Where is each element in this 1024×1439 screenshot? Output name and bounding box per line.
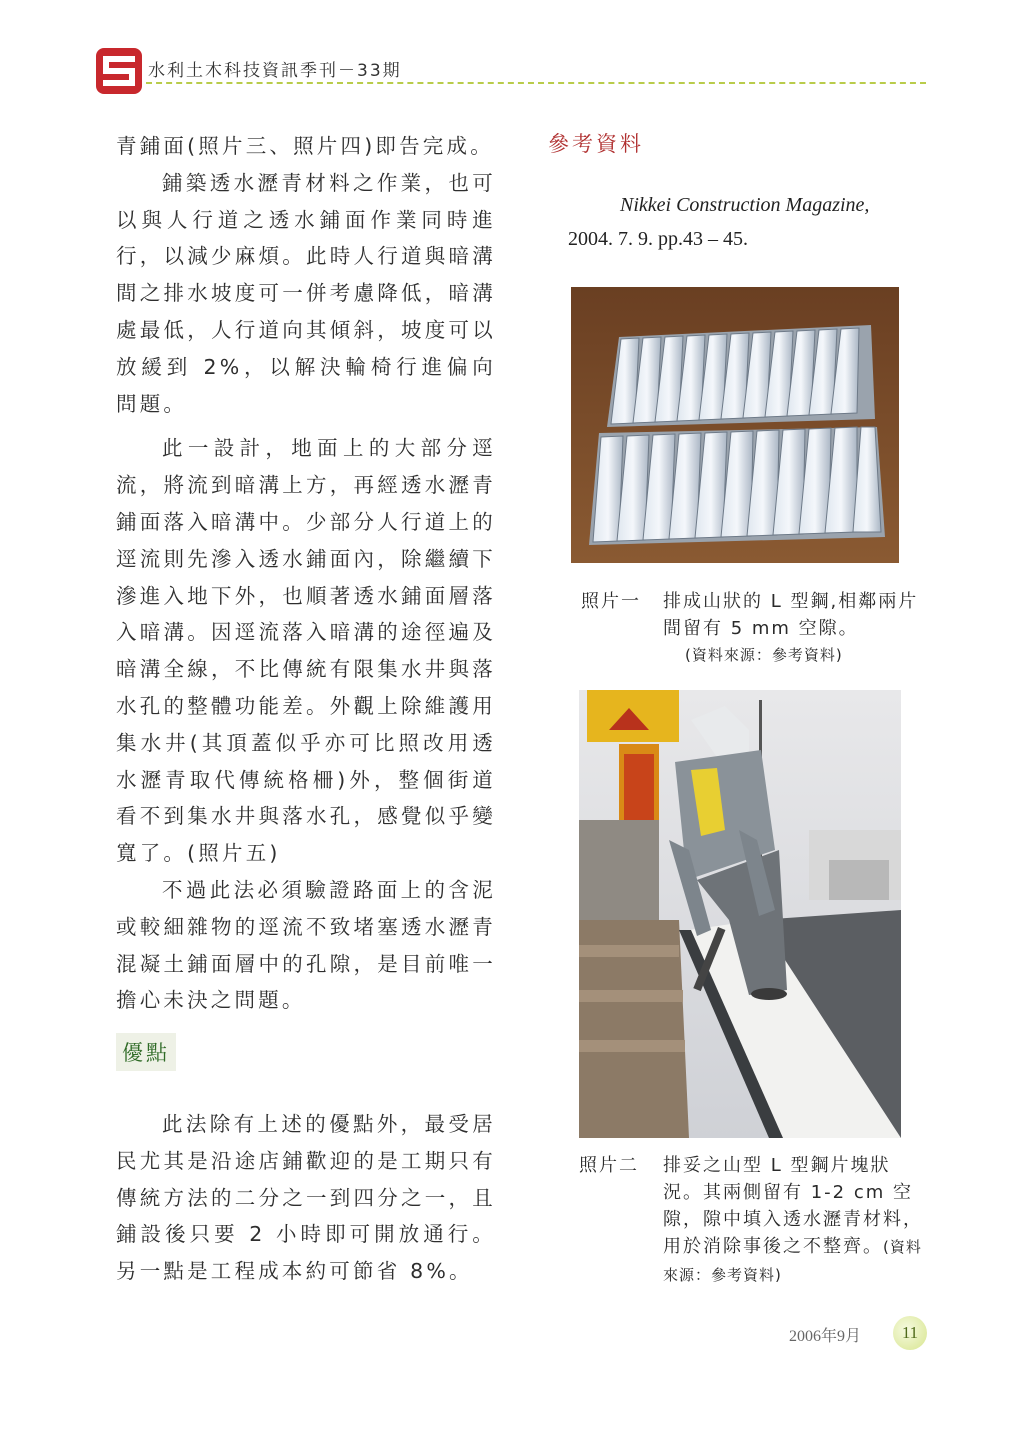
photo-2-worker xyxy=(579,690,901,1138)
advantages-paragraph: 此法除有上述的優點外，最受居民尤其是沿途店鋪歡迎的是工期只有傳統方法的二分之一到四分之一，且鋪設後只要 2 小時即可開放通行。另一點是工程成本約可節省 8%。 xyxy=(116,1112,496,1284)
photo-1-source: (資料來源：參考資料) xyxy=(685,646,843,664)
page-number: 11 xyxy=(893,1316,927,1350)
photo-2-label: 照片二 xyxy=(579,1155,639,1176)
photo-2-caption xyxy=(579,1152,925,1292)
journal-title: 水利土木科技資訊季刊－33期 xyxy=(148,61,402,81)
left-column-text xyxy=(116,128,496,1019)
advantages-text xyxy=(116,1106,496,1290)
issue-date: 2006年9月 xyxy=(789,1328,862,1345)
references-heading: 參考資料 xyxy=(548,132,644,156)
photo-2-caption-text: 排妥之山型 L 型鋼片塊狀況。其兩側留有 1-2 cm 空隙，隙中填入透水瀝青材料，用於消除事後之不整齊。 xyxy=(663,1155,923,1257)
photo-1-caption-text: 排成山狀的 L 型鋼,相鄰兩片間留有 5 mm 空隙。 xyxy=(663,591,919,639)
paragraph-3: 此一設計，地面上的大部分逕流，將流到暗溝上方，再經透水瀝青鋪面落入暗溝中。少部分人行道上的逕流則先滲入透水鋪面內，除繼續下滲進入地下外，也順著透水鋪面層落入暗溝。因逕流落入暗溝的途徑遍及暗溝全線，不比傳統有限集水井與落水孔的整體功能差。外觀上除維護用集水井(其頂蓋似乎亦可比照改用透水瀝青取代傳統格柵)外，整個街道看不到集水井與落水孔，感覺似乎變寬了。(照片五) xyxy=(116,436,496,866)
reference-entry xyxy=(568,188,920,256)
photo-1-label: 照片一 xyxy=(581,591,641,612)
paragraph-1: 青鋪面(照片三、照片四)即告完成。 xyxy=(116,134,494,158)
photo-2-source: (資料來源：參考資料) xyxy=(663,1238,922,1284)
reference-line-2: 2004. 7. 9. pp.43 – 45. xyxy=(568,228,748,250)
paragraph-4: 不過此法必須驗證路面上的含泥或較細雜物的逕流不致堵塞透水瀝青混凝土鋪面層中的孔隙，是目前唯一擔心未決之問題。 xyxy=(116,877,496,1013)
photo-1-steel-sheets xyxy=(571,287,899,563)
section-heading-advantages: 優點 xyxy=(116,1033,176,1071)
header-divider xyxy=(146,82,926,84)
reference-line-1: Nikkei Construction Magazine, xyxy=(620,194,870,216)
paragraph-2: 鋪築透水瀝青材料之作業，也可以與人行道之透水鋪面作業同時進行，以減少麻煩。此時人行道與暗溝間之排水坡度可一併考慮降低，暗溝處最低，人行道向其傾斜，坡度可以放緩到 2%，以解決輪椅行進偏向問題。 xyxy=(116,170,496,416)
photo-1-caption xyxy=(581,588,925,668)
journal-logo xyxy=(96,48,142,94)
